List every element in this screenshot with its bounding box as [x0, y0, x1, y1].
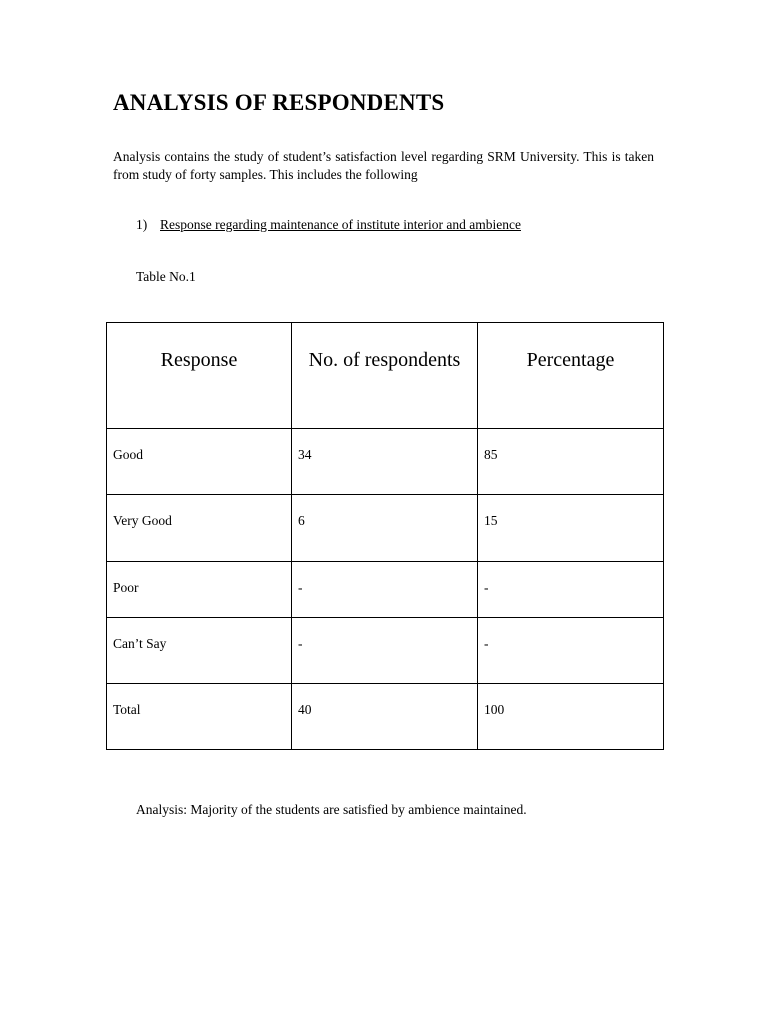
respondents-table: [106, 322, 664, 750]
table-row-total: [107, 684, 664, 750]
header-percentage: Percentage: [478, 323, 664, 429]
table-row: [107, 495, 664, 562]
header-respondents: No. of respondents: [292, 323, 478, 429]
cell-response: Poor: [107, 562, 292, 618]
cell-percentage: 15: [478, 495, 664, 562]
table-row: [107, 562, 664, 618]
table-row: [107, 618, 664, 684]
cell-response: Good: [107, 429, 292, 495]
cell-respondents: 34: [292, 429, 478, 495]
cell-percentage: 100: [478, 684, 664, 750]
section-number: 1): [136, 217, 148, 232]
cell-percentage: 85: [478, 429, 664, 495]
section-heading: [136, 217, 521, 233]
cell-percentage: -: [478, 562, 664, 618]
page-title: ANALYSIS OF RESPONDENTS: [113, 90, 445, 115]
table-header-row: [107, 323, 664, 429]
table-row: [107, 429, 664, 495]
cell-respondents: 40: [292, 684, 478, 750]
intro-paragraph: Analysis contains the study of student’s satisfaction level regarding SRM University. This is taken from study of forty samples. This includes the following: [113, 149, 654, 182]
table-caption: Table No.1: [136, 269, 196, 284]
cell-percentage: -: [478, 618, 664, 684]
cell-respondents: -: [292, 562, 478, 618]
cell-respondents: 6: [292, 495, 478, 562]
section-heading-text: Response regarding maintenance of institute interior and ambience: [160, 217, 521, 232]
cell-response: Total: [107, 684, 292, 750]
analysis-statement: Analysis: Majority of the students are satisfied by ambience maintained.: [136, 802, 527, 817]
header-response: Response: [107, 323, 292, 429]
cell-response: Very Good: [107, 495, 292, 562]
cell-respondents: -: [292, 618, 478, 684]
cell-response: Can’t Say: [107, 618, 292, 684]
